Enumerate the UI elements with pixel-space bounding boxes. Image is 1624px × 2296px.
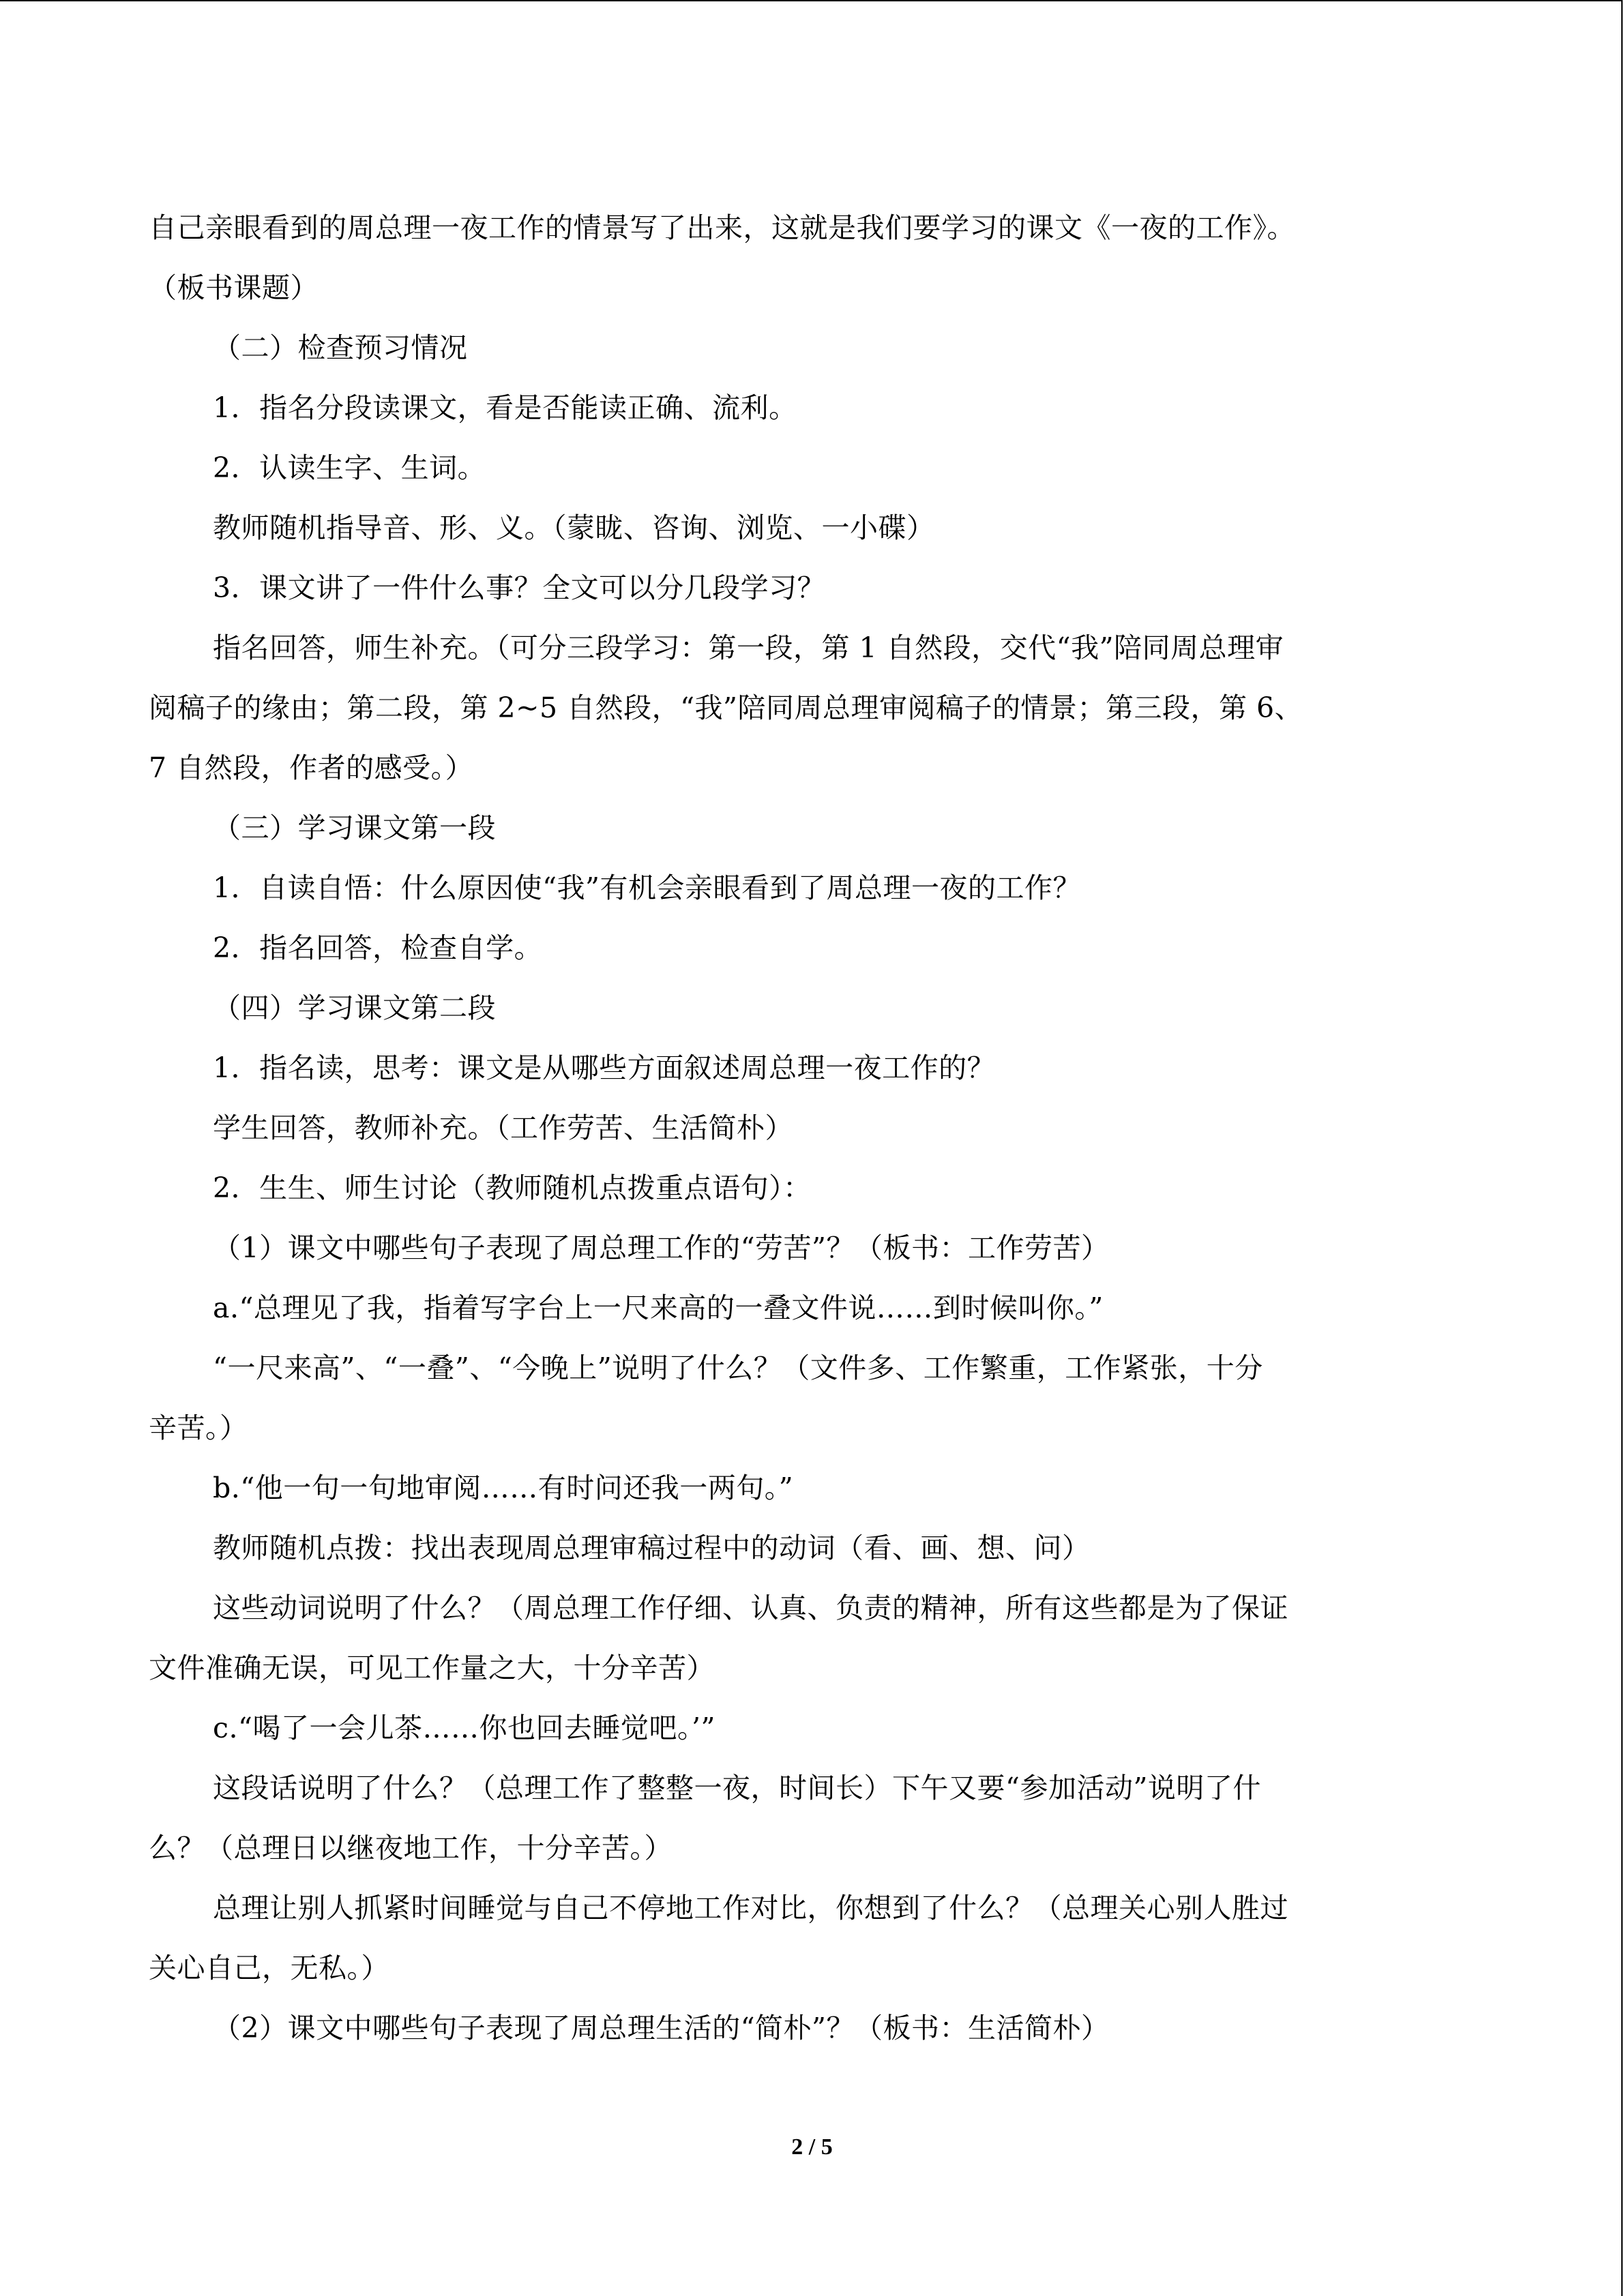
text-line: （板书课题） — [149, 271, 319, 304]
text-line: c.“喝了一会儿茶……你也回去睡觉吧。’” — [213, 1712, 715, 1744]
text-line: 这些动词说明了什么？（周总理工作仔细、认真、负责的精神，所有这些都是为了保证 — [213, 1592, 1288, 1624]
text-line: 1．自读自悟：什么原因使“我”有机会亲眼看到了周总理一夜的工作？ — [213, 871, 1082, 904]
text-line: 自己亲眼看到的周总理一夜工作的情景写了出来，这就是我们要学习的课文《一夜的工作》。 — [149, 211, 1295, 244]
text-line: 2．生生、师生讨论（教师随机点拨重点语句）： — [213, 1172, 812, 1204]
text-line: 教师随机点拨：找出表现周总理审稿过程中的动词（看、画、想、问） — [213, 1532, 1091, 1564]
text-line: 么？（总理日以继夜地工作，十分辛苦。） — [149, 1832, 673, 1864]
text-line: 1．指名读，思考：课文是从哪些方面叙述周总理一夜工作的？ — [213, 1052, 996, 1084]
text-line: （三）学习课文第一段 — [213, 811, 496, 844]
text-line: “一尺来高”、“一叠”、“今晚上”说明了什么？（文件多、工作繁重，工作紧张，十分 — [213, 1352, 1263, 1384]
text-line: 1．指名分段读课文，看是否能读正确、流利。 — [213, 391, 797, 424]
text-line: 这段话说明了什么？（总理工作了整整一夜，时间长）下午又要“参加活动”说明了什 — [213, 1772, 1261, 1804]
text-line: （1）课文中哪些句子表现了周总理工作的“劳苦”？（板书：工作劳苦） — [213, 1232, 1110, 1264]
text-line: 3．课文讲了一件什么事？全文可以分几段学习？ — [213, 571, 826, 604]
text-line: 关心自己，无私。） — [149, 1952, 389, 1984]
text-line: 学生回答，教师补充。（工作劳苦、生活简朴） — [213, 1112, 793, 1144]
text-line: 2．指名回答，检查自学。 — [213, 931, 543, 964]
page-number: 2 / 5 — [791, 2134, 833, 2160]
text-line: 总理让别人抓紧时间睡觉与自己不停地工作对比，你想到了什么？（总理关心别人胜过 — [213, 1892, 1288, 1924]
text-line: （四）学习课文第二段 — [213, 992, 496, 1024]
text-line: 文件准确无误，可见工作量之大，十分辛苦） — [149, 1652, 715, 1684]
text-line: （2）课文中哪些句子表现了周总理生活的“简朴”？（板书：生活简朴） — [213, 2012, 1110, 2044]
text-line: b.“他一句一句地审阅……有时问还我一两句。” — [213, 1472, 794, 1504]
text-line: a.“总理见了我，指着写字台上一尺来高的一叠文件说……到时候叫你。” — [213, 1292, 1104, 1324]
text-line: 阅稿子的缘由；第二段，第 2~5 自然段，“我”陪同周总理审阅稿子的情景；第三段，第 6、 — [149, 691, 1303, 724]
text-line: 辛苦。） — [149, 1412, 248, 1444]
document-body — [149, 198, 1475, 2058]
text-line: 教师随机指导音、形、义。（蒙眬、咨询、浏览、一小碟） — [213, 511, 935, 544]
text-line: 指名回答，师生补充。（可分三段学习：第一段，第 1 自然段，交代“我”陪同周总理审 — [213, 631, 1284, 664]
text-line: 2．认读生字、生词。 — [213, 451, 486, 484]
text-line: （二）检查预习情况 — [213, 331, 468, 364]
text-line: 7 自然段，作者的感受。） — [149, 751, 474, 784]
